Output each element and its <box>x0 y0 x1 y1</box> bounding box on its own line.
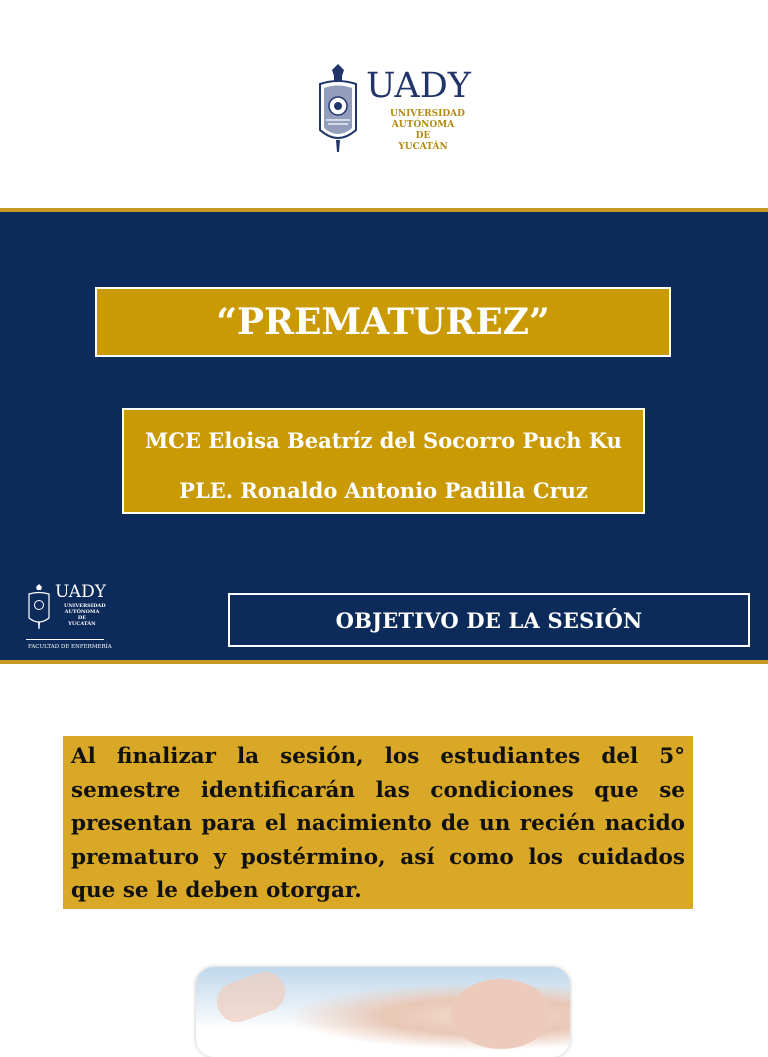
gold-divider <box>0 660 768 664</box>
photo-detail <box>211 967 290 1028</box>
slide-title: “PREMATUREZ” <box>216 301 550 343</box>
section-label-box <box>228 593 750 647</box>
logo-wordmark: UADY <box>366 66 471 106</box>
header <box>0 0 768 210</box>
university-seal-icon <box>314 60 362 156</box>
logo-sub-line: DE YUCATÁN <box>68 615 96 627</box>
section-label: OBJETIVO DE LA SESIÓN <box>335 607 643 633</box>
logo-subtitle <box>390 109 465 153</box>
logo-wordmark: UADY <box>55 582 106 602</box>
newborn-photo <box>196 967 570 1057</box>
title-box <box>95 287 671 357</box>
authors-box <box>122 408 645 514</box>
logo-sub-line: AUTÓNOMA <box>391 120 455 130</box>
logo-sub-line: UNIVERSIDAD <box>64 603 106 609</box>
logo-sub-line: DE YUCATÁN <box>398 131 448 152</box>
logo-sub-line: UNIVERSIDAD <box>390 109 465 119</box>
logo-sub-line: AUTÓNOMA <box>64 609 100 615</box>
faculty-name: FACULTAD DE ENFERMERÍA <box>28 644 112 650</box>
author-name: PLE. Ronaldo Antonio Padilla Cruz <box>179 478 588 503</box>
faculty-logo <box>26 582 112 654</box>
author-name: MCE Eloisa Beatríz del Socorro Puch Ku <box>145 428 622 453</box>
logo-rule <box>26 639 104 640</box>
logo-subtitle <box>64 603 106 627</box>
university-seal-icon <box>26 582 52 630</box>
uady-logo <box>314 58 471 162</box>
objective-box <box>63 736 693 909</box>
objective-text: Al finalizar la sesión, los estudiantes del 5° semestre identificarán las condiciones que se presentan para el nacimiento de un recién nacido prematuro y postérmino, así como los cuidados que se le deben otorgar. <box>71 744 685 903</box>
photo-detail <box>451 979 551 1049</box>
